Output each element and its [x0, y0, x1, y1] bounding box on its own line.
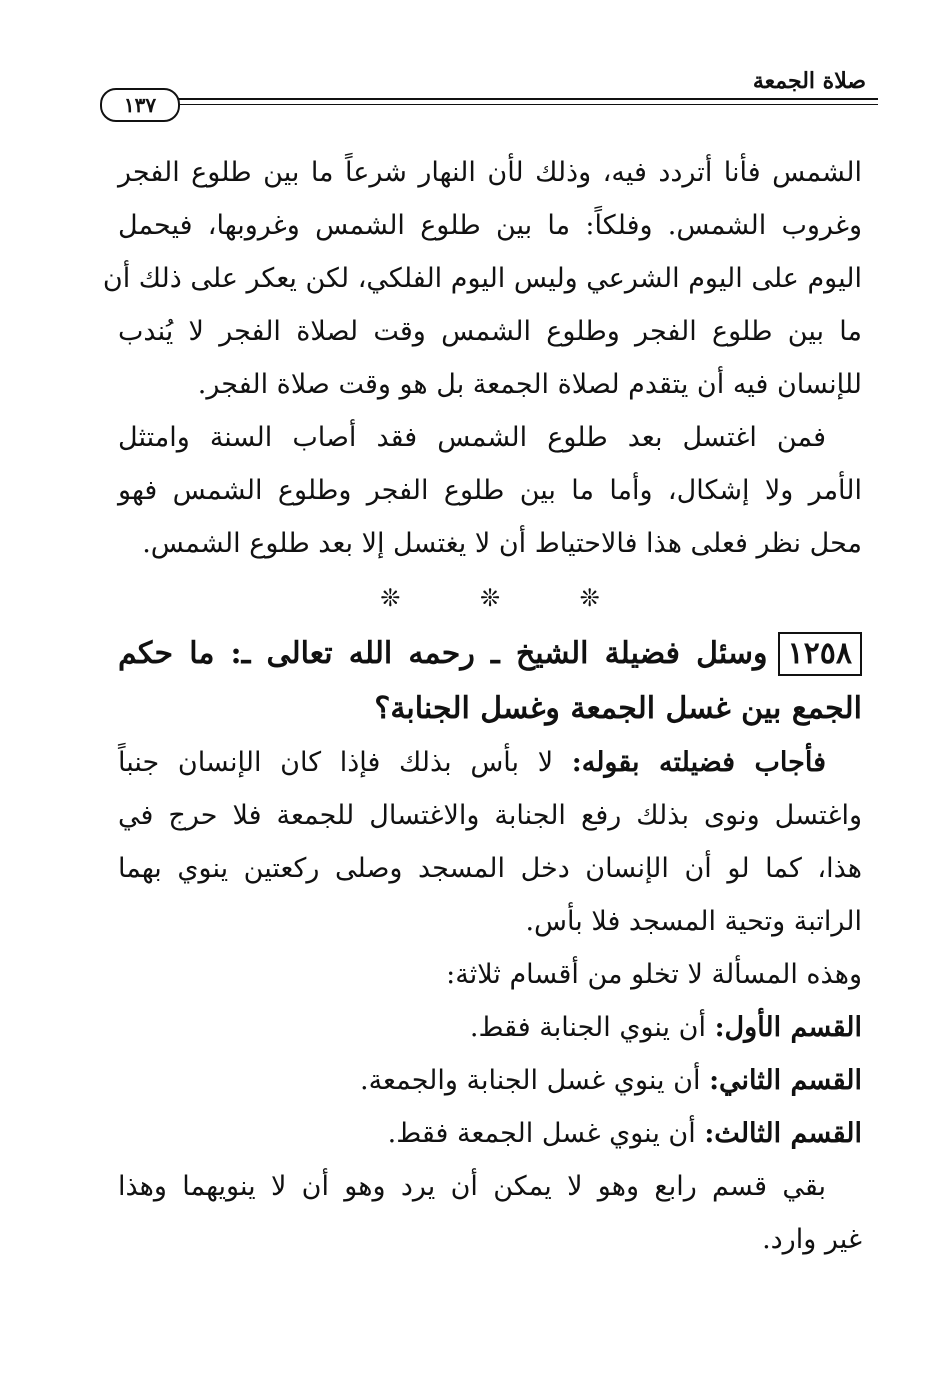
page-number: ١٣٧ — [100, 88, 180, 122]
answer-lead: فأجاب فضيلته بقوله: — [571, 747, 826, 778]
question-number: ١٢٥٨ — [778, 632, 862, 676]
question-text: وسئل فضيلة الشيخ ـ رحمه الله تعالى ـ: ما حكم — [118, 636, 768, 671]
section-item — [118, 1054, 862, 1107]
section-separator: ❊ ❊ ❊ — [380, 584, 636, 612]
text-line: اليوم على اليوم الشرعي وليس اليوم الفلكي، لكن يعكر على ذلك أن — [102, 263, 862, 294]
header-rule — [160, 98, 878, 100]
text-line: واغتسل ونوى بذلك رفع الجنابة والاغتسال للجمعة فلا حرج في — [118, 800, 862, 831]
text-line: الراتبة وتحية المسجد فلا بأس. — [525, 906, 862, 937]
text-line: محل نظر فعلى هذا فالاحتياط أن لا يغتسل إلا بعد طلوع الشمس. — [142, 528, 862, 559]
answer-first-line — [118, 736, 862, 789]
text-line: الشمس فأنا أتردد فيه، وذلك لأن النهار شرعاً ما بين طلوع الفجر — [118, 157, 862, 188]
text-line: فمن اغتسل بعد طلوع الشمس فقد أصاب السنة وامتثل — [118, 422, 826, 453]
section-item — [118, 1107, 862, 1160]
text-line: الأمر ولا إشكال، وأما ما بين طلوع الفجر وطلوع الشمس فهو — [118, 475, 862, 506]
text-line: للإنسان فيه أن يتقدم لصلاة الجمعة بل هو وقت صلاة الفجر. — [197, 369, 862, 400]
section-text: أن ينوي غسل الجنابة والجمعة. — [360, 1065, 701, 1096]
text-line: هذا، كما لو أن الإنسان دخل المسجد وصلى ركعتين ينوي بهما — [118, 853, 862, 884]
text-line: ما بين طلوع الفجر وطلوع الشمس وقت لصلاة الفجر لا يُندب — [118, 316, 862, 347]
question-heading — [118, 626, 862, 681]
page-header — [100, 60, 878, 120]
text-line: بقي قسم رابع وهو لا يمكن أن يرد وهو أن لا ينويهما وهذا — [118, 1171, 826, 1202]
question-text-continued: الجمع بين غسل الجمعة وغسل الجنابة؟ — [374, 691, 862, 726]
running-title: صلاة الجمعة — [752, 68, 866, 94]
section-label: القسم الثالث: — [704, 1118, 862, 1149]
sections-intro: وهذه المسألة لا تخلو من أقسام ثلاثة: — [446, 959, 862, 990]
section-text: أن ينوي غسل الجمعة فقط. — [387, 1118, 696, 1149]
text-line: وغروب الشمس. وفلكاً: ما بين طلوع الشمس وغروبها، فيحمل — [118, 210, 862, 241]
answer-text: لا بأس بذلك فإذا كان الإنسان جنباً — [118, 747, 554, 778]
section-label: القسم الأول: — [714, 1012, 862, 1043]
text-line: غير وارد. — [762, 1224, 862, 1255]
section-text: أن ينوي الجنابة فقط. — [469, 1012, 706, 1043]
section-label: القسم الثاني: — [709, 1065, 862, 1096]
section-item — [118, 1001, 862, 1054]
body-text — [102, 146, 862, 1266]
header-rule-thin — [160, 104, 878, 105]
